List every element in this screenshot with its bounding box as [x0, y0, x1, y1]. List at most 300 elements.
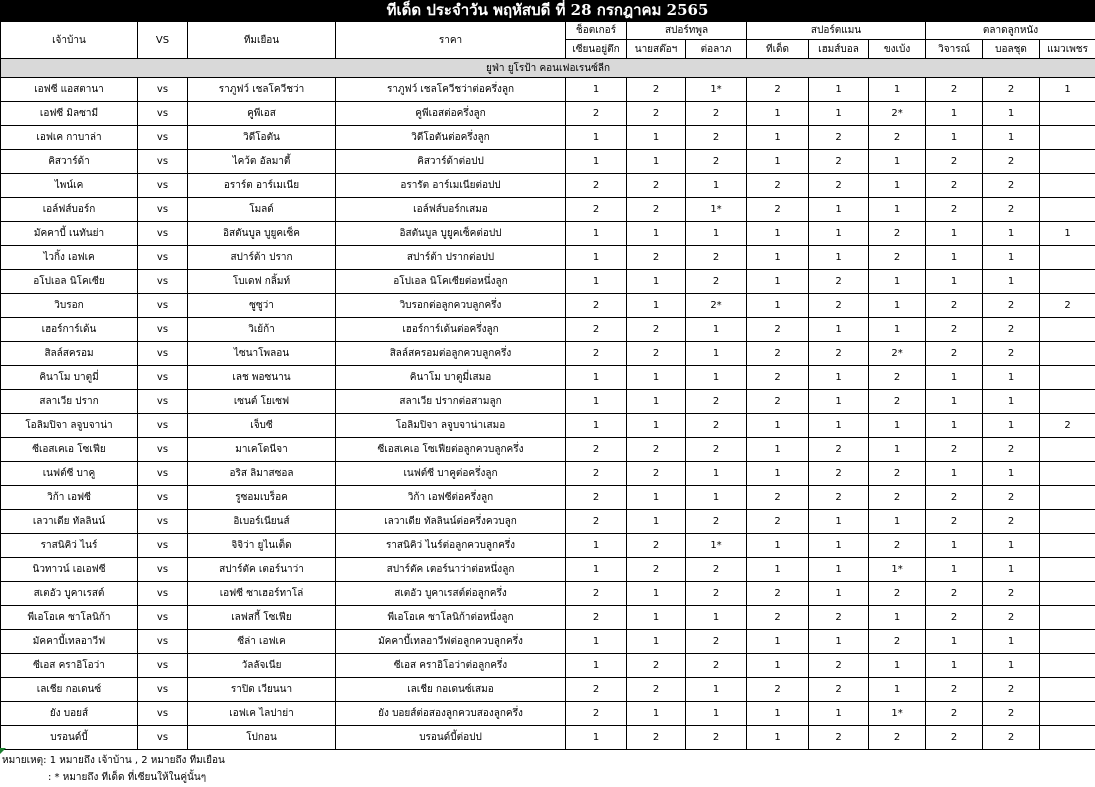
pick-cell: [1040, 726, 1095, 750]
price-cell: ยัง บอยส์ต่อสองลูกควบสองลูกครึ่ง: [336, 702, 566, 726]
pick-cell: 2: [869, 366, 926, 390]
pick-cell: 2: [809, 726, 869, 750]
pick-cell: 1: [869, 654, 926, 678]
header-tipster: เซียนอยู่ตึก: [566, 40, 627, 59]
away-team-cell: ราภูฟว์ เชลโควีชว่า: [188, 78, 336, 102]
pick-cell: 2: [983, 702, 1040, 726]
pick-cell: 1: [926, 390, 983, 414]
pick-cell: 2: [747, 390, 809, 414]
table-row: [1, 414, 1095, 438]
pick-cell: 2: [566, 582, 627, 606]
price-cell: สเตอัว บูคาเรสต์ต่อลูกครึ่ง: [336, 582, 566, 606]
pick-cell: [1040, 654, 1095, 678]
pick-cell: 2: [983, 678, 1040, 702]
away-team-cell: โบเดฟ กลิ้มท์: [188, 270, 336, 294]
pick-cell: 2: [686, 630, 747, 654]
vs-cell: vs: [138, 174, 188, 198]
pick-cell: 1: [983, 654, 1040, 678]
away-team-cell: โมลด์: [188, 198, 336, 222]
pick-cell: [1040, 246, 1095, 270]
pick-cell: [1040, 174, 1095, 198]
vs-cell: vs: [138, 462, 188, 486]
away-team-cell: อริส ลิมาสซอล: [188, 462, 336, 486]
pick-cell: 1: [747, 726, 809, 750]
pick-cell: 1: [926, 246, 983, 270]
table-row: [1, 174, 1095, 198]
pick-cell: 1: [686, 342, 747, 366]
price-cell: คูพีเอสต่อครึ่งลูก: [336, 102, 566, 126]
pick-cell: 2: [566, 102, 627, 126]
price-cell: วิก้า เอฟซีต่อครึ่งลูก: [336, 486, 566, 510]
home-team-cell: ไวกิ้ง เอฟเค: [1, 246, 138, 270]
price-cell: เฮอร์การ์เด้นต่อครึ่งลูก: [336, 318, 566, 342]
pick-cell: 1: [566, 558, 627, 582]
vs-cell: vs: [138, 414, 188, 438]
pick-cell: 1: [747, 246, 809, 270]
pick-cell: 2: [926, 486, 983, 510]
header-vs: VS: [138, 22, 188, 59]
pick-cell: 2: [983, 198, 1040, 222]
note-legend: หมายเหตุ: 1 หมายถึง เจ้าบ้าน , 2 หมายถึง ทีมเยือน: [2, 755, 225, 766]
pick-cell: 2: [566, 702, 627, 726]
price-cell: วิบรอกต่อลูกควบลูกครึ่ง: [336, 294, 566, 318]
pick-cell: 1: [869, 150, 926, 174]
table-row: [1, 654, 1095, 678]
price-cell: คิสวาร์ด้าต่อปป: [336, 150, 566, 174]
pick-cell: 2: [809, 270, 869, 294]
home-team-cell: เลวาเดีย ทัลลินน์: [1, 510, 138, 534]
table-row: [1, 726, 1095, 750]
pick-cell: 1: [747, 414, 809, 438]
price-cell: เลวาเดีย ทัลลินน์ต่อครึ่งควบลูก: [336, 510, 566, 534]
vs-cell: vs: [138, 606, 188, 630]
pick-cell: 1: [627, 390, 686, 414]
pick-cell: 2: [869, 390, 926, 414]
pick-cell: 2: [926, 582, 983, 606]
pick-cell: 2: [926, 294, 983, 318]
price-cell: ราสนิคิว่ ไนร์ต่อลูกควบลูกครึ่ง: [336, 534, 566, 558]
away-team-cell: สปาร์ต้า ปราก: [188, 246, 336, 270]
pick-cell: 2: [983, 510, 1040, 534]
vs-cell: vs: [138, 222, 188, 246]
pick-cell: 1: [627, 510, 686, 534]
vs-cell: vs: [138, 270, 188, 294]
pick-cell: 1: [926, 366, 983, 390]
pick-cell: 1: [686, 366, 747, 390]
pick-cell: 1: [809, 366, 869, 390]
pick-cell: 1: [566, 414, 627, 438]
vs-cell: vs: [138, 486, 188, 510]
table-row: [1, 630, 1095, 654]
pick-cell: 2: [686, 438, 747, 462]
pick-cell: 2: [686, 510, 747, 534]
pick-cell: 2: [627, 342, 686, 366]
header-tipster: บอลชุด: [983, 40, 1040, 59]
pick-cell: 2: [566, 606, 627, 630]
pick-cell: 1: [686, 222, 747, 246]
table-row: [1, 534, 1095, 558]
away-team-cell: วิดีโอตัน: [188, 126, 336, 150]
vs-cell: vs: [138, 294, 188, 318]
home-team-cell: บรอนด์บี้: [1, 726, 138, 750]
pick-cell: 1: [686, 318, 747, 342]
pick-cell: 1: [566, 390, 627, 414]
pick-cell: 2*: [869, 102, 926, 126]
table-row: [1, 342, 1095, 366]
pick-cell: 1: [627, 582, 686, 606]
pick-cell: 1: [926, 270, 983, 294]
pick-cell: 2: [747, 486, 809, 510]
away-team-cell: อราร์ต อาร์เมเนีย: [188, 174, 336, 198]
pick-cell: 2: [1040, 414, 1095, 438]
table-row: [1, 78, 1095, 102]
pick-cell: 1: [747, 102, 809, 126]
header-tipster: ทีเด็ด: [747, 40, 809, 59]
pick-cell: 2: [983, 726, 1040, 750]
pick-cell: 2: [566, 174, 627, 198]
vs-cell: vs: [138, 582, 188, 606]
pick-cell: 1: [983, 366, 1040, 390]
price-cell: สปาร์ตัค เตอร์นาว่าต่อหนึ่งลูก: [336, 558, 566, 582]
price-cell: สปาร์ต้า ปรากต่อปป: [336, 246, 566, 270]
pick-cell: 2: [983, 150, 1040, 174]
away-team-cell: คูพีเอส: [188, 102, 336, 126]
pick-cell: 1: [566, 366, 627, 390]
away-team-cell: วัลลัจเนีย: [188, 654, 336, 678]
home-team-cell: คินาโม บาตูมี่: [1, 366, 138, 390]
vs-cell: vs: [138, 654, 188, 678]
pick-cell: 2: [869, 222, 926, 246]
pick-cell: 1: [809, 630, 869, 654]
pick-cell: 1: [566, 78, 627, 102]
pick-cell: 2: [926, 702, 983, 726]
header-tipster: แมวเพชร: [1040, 40, 1095, 59]
price-cell: บรอนด์บี้ต่อปป: [336, 726, 566, 750]
pick-cell: 1: [747, 150, 809, 174]
pick-cell: 2: [926, 678, 983, 702]
pick-cell: [1040, 486, 1095, 510]
away-team-cell: เลฟสกี้ โซเฟีย: [188, 606, 336, 630]
table-row: [1, 222, 1095, 246]
pick-cell: 2: [747, 366, 809, 390]
pick-cell: [1040, 342, 1095, 366]
pick-cell: 2: [566, 294, 627, 318]
pick-cell: 1: [926, 558, 983, 582]
table-row: [1, 678, 1095, 702]
away-team-cell: เลช พอซนาน: [188, 366, 336, 390]
pick-cell: 1*: [686, 78, 747, 102]
vs-cell: vs: [138, 102, 188, 126]
header-group: ช็อตเกอร์: [566, 22, 627, 40]
pick-cell: 1: [686, 486, 747, 510]
pick-cell: 1: [869, 294, 926, 318]
pick-cell: 2: [983, 174, 1040, 198]
vs-cell: vs: [138, 390, 188, 414]
home-team-cell: โอลิมปิจา ลจูบจาน่า: [1, 414, 138, 438]
pick-cell: 1: [627, 702, 686, 726]
pick-cell: 1: [809, 558, 869, 582]
home-team-cell: นิวทาวน์ เอเอฟซี: [1, 558, 138, 582]
away-team-cell: ซีล่า เอฟเค: [188, 630, 336, 654]
pick-cell: 1: [1040, 78, 1095, 102]
table-row: [1, 702, 1095, 726]
pick-cell: 2: [809, 174, 869, 198]
home-team-cell: ซีเอส คราอิโอว่า: [1, 654, 138, 678]
pick-cell: 1: [566, 270, 627, 294]
pick-cell: 1: [747, 270, 809, 294]
price-cell: วิดีโอตันต่อครึ่งลูก: [336, 126, 566, 150]
pick-cell: 2: [686, 582, 747, 606]
pick-cell: 2: [686, 390, 747, 414]
away-team-cell: จิจิว่า ยูไนเต็ด: [188, 534, 336, 558]
pick-cell: 2*: [686, 294, 747, 318]
header-tipster: ขงเบ้ง: [869, 40, 926, 59]
pick-cell: 2: [926, 606, 983, 630]
pick-cell: [1040, 630, 1095, 654]
home-team-cell: สเตอัว บูคาเรสต์: [1, 582, 138, 606]
pick-cell: 2: [686, 726, 747, 750]
pick-cell: 1: [747, 702, 809, 726]
pick-cell: 1: [869, 606, 926, 630]
table-row: [1, 462, 1095, 486]
home-team-cell: สลาเวีย ปราก: [1, 390, 138, 414]
pick-cell: 1: [809, 318, 869, 342]
pick-cell: 2: [926, 318, 983, 342]
away-team-cell: เจ็บซี: [188, 414, 336, 438]
home-team-cell: มัคคาบี้เทลอาวีฟ: [1, 630, 138, 654]
pick-cell: 2: [627, 462, 686, 486]
price-cell: อิสตันบูล บูยูคเซ็คต่อปป: [336, 222, 566, 246]
pick-cell: 1: [926, 126, 983, 150]
pick-cell: 2: [747, 606, 809, 630]
vs-cell: vs: [138, 702, 188, 726]
pick-cell: 2: [627, 654, 686, 678]
page-title: ทีเด็ด ประจำวัน พฤหัสบดี ที่ 28 กรกฎาคม 2565: [0, 0, 1095, 21]
pick-cell: 1: [566, 150, 627, 174]
pick-cell: 2: [686, 246, 747, 270]
pick-cell: 1: [809, 246, 869, 270]
table-row: [1, 438, 1095, 462]
pick-cell: 1: [983, 126, 1040, 150]
pick-cell: 1: [983, 390, 1040, 414]
pick-cell: 2: [747, 678, 809, 702]
pick-cell: 1: [627, 486, 686, 510]
pick-cell: 2: [869, 126, 926, 150]
pick-cell: 1: [566, 222, 627, 246]
pick-cell: [1040, 150, 1095, 174]
away-team-cell: ซูซูว่า: [188, 294, 336, 318]
price-cell: สลาเวีย ปรากต่อสามลูก: [336, 390, 566, 414]
table-row: [1, 246, 1095, 270]
pick-cell: 1: [809, 198, 869, 222]
pick-cell: 2: [926, 726, 983, 750]
vs-cell: vs: [138, 678, 188, 702]
pick-cell: 2: [566, 510, 627, 534]
vs-cell: vs: [138, 438, 188, 462]
pick-cell: 1: [869, 678, 926, 702]
pick-cell: 2: [926, 510, 983, 534]
table-row: [1, 318, 1095, 342]
pick-cell: [1040, 582, 1095, 606]
vs-cell: vs: [138, 534, 188, 558]
pick-cell: 1: [869, 78, 926, 102]
header-group: ตลาดลูกหนัง: [926, 22, 1095, 40]
pick-cell: 2: [983, 606, 1040, 630]
tips-table: [0, 21, 1095, 750]
pick-cell: 2: [627, 534, 686, 558]
pick-cell: 1: [809, 582, 869, 606]
pick-cell: 1: [869, 270, 926, 294]
pick-cell: 1: [686, 606, 747, 630]
pick-cell: 2: [627, 558, 686, 582]
pick-cell: [1040, 510, 1095, 534]
price-cell: พีเอโอเค ซาโลนิก้าต่อหนึ่งลูก: [336, 606, 566, 630]
pick-cell: 1*: [686, 534, 747, 558]
away-team-cell: เซนต์ โยเซฟ: [188, 390, 336, 414]
pick-cell: [1040, 126, 1095, 150]
table-row: [1, 198, 1095, 222]
pick-cell: 1*: [869, 558, 926, 582]
pick-cell: 2: [983, 318, 1040, 342]
price-cell: เลเชีย กอเดนซ์เสมอ: [336, 678, 566, 702]
pick-cell: 2: [926, 150, 983, 174]
pick-cell: 1*: [686, 198, 747, 222]
pick-cell: 2: [627, 174, 686, 198]
note-star: : * หมายถึง ทีเด็ด ที่เซียนให้ในคู่นั้นๆ: [48, 772, 207, 783]
away-team-cell: ราปิด เวียนนา: [188, 678, 336, 702]
pick-cell: 2: [869, 726, 926, 750]
pick-cell: 1: [747, 534, 809, 558]
pick-cell: 2: [686, 126, 747, 150]
pick-cell: 2: [747, 78, 809, 102]
pick-cell: 1: [627, 270, 686, 294]
away-team-cell: มาเคโดนีจา: [188, 438, 336, 462]
pick-cell: 1: [926, 654, 983, 678]
price-cell: มัคคาบี้เทลอาวีฟต่อลูกควบลูกครึ่ง: [336, 630, 566, 654]
pick-cell: 1: [686, 678, 747, 702]
pick-cell: 1: [869, 198, 926, 222]
pick-cell: 2: [627, 78, 686, 102]
pick-cell: 1: [809, 102, 869, 126]
table-row: [1, 606, 1095, 630]
away-team-cell: อิสตันบูล บูยูคเซ็ค: [188, 222, 336, 246]
away-team-cell: อิเบอร์เนียนส์: [188, 510, 336, 534]
pick-cell: 1: [627, 222, 686, 246]
pick-cell: 2: [869, 246, 926, 270]
league-name: ยูฟ่า ยูโรป้า คอนเฟอเรนซ์ลีก: [1, 59, 1095, 78]
home-team-cell: ราสนิคิว่ ไนร์: [1, 534, 138, 558]
table-row: [1, 126, 1095, 150]
pick-cell: 2: [686, 102, 747, 126]
home-team-cell: เนฟต์ซี บาคู: [1, 462, 138, 486]
pick-cell: 1: [869, 174, 926, 198]
pick-cell: 2: [869, 486, 926, 510]
pick-cell: 1*: [869, 702, 926, 726]
pick-cell: 2: [566, 318, 627, 342]
vs-cell: vs: [138, 726, 188, 750]
pick-cell: 1: [686, 702, 747, 726]
pick-cell: 1: [869, 318, 926, 342]
pick-cell: 1: [983, 414, 1040, 438]
vs-cell: vs: [138, 366, 188, 390]
header-away: ทีมเยือน: [188, 22, 336, 59]
vs-cell: vs: [138, 126, 188, 150]
away-team-cell: เอฟซี ซาเฮอร์ทาโล่: [188, 582, 336, 606]
pick-cell: 2: [983, 78, 1040, 102]
table-row: [1, 270, 1095, 294]
pick-cell: 1: [627, 366, 686, 390]
pick-cell: [1040, 678, 1095, 702]
pick-cell: 2: [566, 462, 627, 486]
home-team-cell: เลเชีย กอเดนซ์: [1, 678, 138, 702]
home-team-cell: เอฟเค กาบาล่า: [1, 126, 138, 150]
header-tipster: นายสต๊อฯ: [627, 40, 686, 59]
table-row: [1, 582, 1095, 606]
table-row: [1, 510, 1095, 534]
pick-cell: 2: [1040, 294, 1095, 318]
pick-cell: 1: [747, 438, 809, 462]
pick-cell: 2: [747, 174, 809, 198]
header-tipster: วิจารณ์: [926, 40, 983, 59]
pick-cell: 2: [809, 438, 869, 462]
pick-cell: 1: [747, 222, 809, 246]
pick-cell: 1: [566, 654, 627, 678]
pick-cell: 2: [983, 438, 1040, 462]
pick-cell: 2: [627, 726, 686, 750]
pick-cell: 2: [809, 486, 869, 510]
home-team-cell: คิสวาร์ด้า: [1, 150, 138, 174]
notes: [0, 752, 1095, 786]
pick-cell: 1: [983, 102, 1040, 126]
pick-cell: [1040, 438, 1095, 462]
pick-cell: 1: [566, 534, 627, 558]
pick-cell: [1040, 462, 1095, 486]
pick-cell: 1: [983, 630, 1040, 654]
vs-cell: vs: [138, 558, 188, 582]
home-team-cell: มัคคาบี้ เนทันย่า: [1, 222, 138, 246]
pick-cell: 2: [926, 198, 983, 222]
pick-cell: 1: [983, 270, 1040, 294]
pick-cell: 1: [926, 462, 983, 486]
pick-cell: 1: [686, 462, 747, 486]
pick-cell: 2: [747, 510, 809, 534]
pick-cell: 1: [983, 534, 1040, 558]
table-row: [1, 102, 1095, 126]
header-group: สปอร์ตแมน: [747, 22, 926, 40]
pick-cell: 2: [983, 486, 1040, 510]
vs-cell: vs: [138, 630, 188, 654]
pick-cell: 1: [566, 630, 627, 654]
price-cell: เอล์ฟส์บอร์กเสมอ: [336, 198, 566, 222]
header-group: สปอร์ทพูล: [627, 22, 747, 40]
pick-cell: 1: [566, 726, 627, 750]
pick-cell: 1: [747, 654, 809, 678]
pick-cell: 2: [809, 462, 869, 486]
away-team-cell: เอฟเค ไลปาย่า: [188, 702, 336, 726]
pick-cell: 1: [869, 510, 926, 534]
home-team-cell: พีเอโอเค ซาโลนิก้า: [1, 606, 138, 630]
pick-cell: 2: [627, 246, 686, 270]
pick-cell: 2: [809, 342, 869, 366]
pick-cell: 2: [627, 318, 686, 342]
pick-cell: 2: [926, 438, 983, 462]
home-team-cell: ยัง บอยส์: [1, 702, 138, 726]
home-team-cell: ไพน์เค: [1, 174, 138, 198]
pick-cell: 1: [627, 414, 686, 438]
pick-cell: [1040, 366, 1095, 390]
pick-cell: 2: [809, 654, 869, 678]
pick-cell: 1: [747, 462, 809, 486]
